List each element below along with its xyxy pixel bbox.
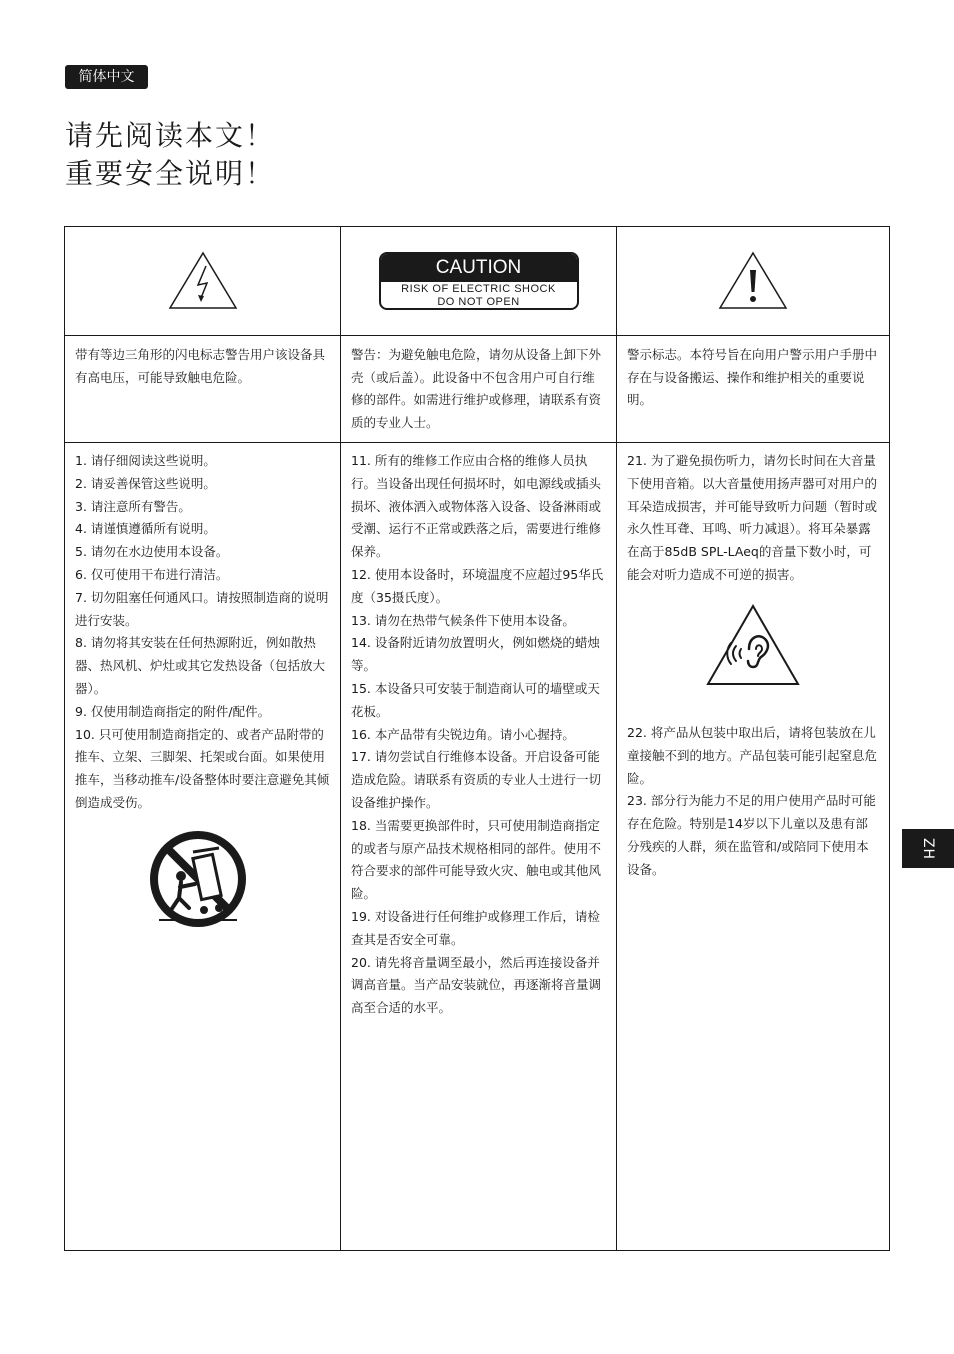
caution-description: 警告：为避免触电危险，请勿从设备上卸下外壳（或后盖）。此设备中不包含用户可自行维修的部件。如需进行维护或修理，请联系有资质的专业人士。: [351, 347, 602, 430]
instruction-list-1: [65, 443, 340, 815]
list-item: 8. 请勿将其安装在任何热源附近，例如散热器、热风机、炉灶或其它发热设备（包括放大器）。: [75, 635, 326, 696]
page-title: [65, 117, 275, 193]
list-item: 3. 请注意所有警告。: [75, 498, 191, 514]
list-item: 9. 仅使用制造商指定的附件/配件。: [75, 703, 271, 719]
list-item: 14. 设备附近请勿放置明火，例如燃烧的蜡烛等。: [351, 635, 600, 674]
list-item: 7. 切勿阻塞任何通风口。请按照制造商的说明进行安装。: [75, 589, 329, 628]
instruction-list-2: [341, 443, 616, 1020]
exclamation-symbol-cell: [617, 227, 889, 336]
list-item: 5. 请勿在水边使用本设备。: [75, 544, 229, 560]
lightning-symbol-cell: [65, 227, 341, 336]
language-side-tab: [902, 829, 954, 868]
caution-description-cell: [341, 336, 617, 443]
side-tab-label: ZH: [920, 837, 936, 860]
list-item: 11. 所有的维修工作应由合格的维修人员执行。当设备出现任何损坏时，如电源线或插头损坏、液体洒入或物体落入设备、设备淋雨或受潮、运行不正常或跌落之后，需要进行维修保养。: [351, 453, 602, 560]
caution-line-1: RISK OF ELECTRIC SHOCK: [401, 283, 556, 295]
lightning-description: 带有等边三角形的闪电标志警告用户该设备具有高电压，可能导致触电危险。: [75, 347, 326, 385]
instructions-column-2: [341, 443, 617, 1250]
caution-label-cell: [341, 227, 617, 336]
instruction-list-3b: [617, 715, 889, 882]
list-item: 12. 使用本设备时，环境温度不应超过95华氏度（35摄氏度）。: [351, 566, 604, 605]
exclamation-warning-icon: [717, 250, 789, 312]
list-item: 17. 请勿尝试自行维修本设备。开启设备可能造成危险。请联系有资质的专业人士进行一切设备维护操作。: [351, 749, 602, 810]
list-item: 23. 部分行为能力不足的用户使用产品时可能存在危险。特别是14岁以下儿童以及患有部分残疾的人群，须在监管和/或陪同下使用本设备。: [627, 793, 876, 877]
list-item: 6. 仅可使用干布进行清洁。: [75, 566, 229, 582]
list-item: 19. 对设备进行任何维护或修理工作后，请检查其是否安全可靠。: [351, 908, 600, 947]
list-item: 16. 本产品带有尖锐边角。请小心握持。: [351, 726, 575, 742]
language-badge: 简体中文: [65, 65, 148, 89]
list-item: 2. 请妥善保管这些说明。: [75, 475, 216, 491]
instructions-column-1: [65, 443, 341, 1250]
exclamation-description: 警示标志。本符号旨在向用户警示用户手册中存在与设备搬运、操作和维护相关的重要说明。: [627, 347, 878, 407]
list-item: 18. 当需要更换部件时，只可使用制造商指定的或者与原产品技术规格相同的部件。使用不符合要求的部件可能导致火灾、触电或其他风险。: [351, 817, 602, 902]
list-item: 15. 本设备只可安装于制造商认可的墙壁或天花板。: [351, 680, 600, 719]
exclamation-description-cell: [617, 336, 889, 443]
list-item: 22. 将产品从包装中取出后，请将包装放在儿童接触不到的地方。产品包装可能引起窒息危险。: [627, 725, 878, 786]
title-line-1: 请先阅读本文！: [65, 119, 276, 152]
instructions-column-3: [617, 443, 889, 1250]
list-item: 1. 请仔细阅读这些说明。: [75, 453, 216, 468]
caution-label: [379, 252, 579, 310]
caution-subtext: [381, 282, 577, 309]
caution-line-2: DO NOT OPEN: [437, 296, 520, 308]
cart-tip-over-warning-icon: [149, 830, 247, 928]
list-item: 21. 为了避免损伤听力，请勿长时间在大音量下使用音箱。以大音量使用扬声器可对用户的耳朵造成损害，并可能导致听力问题（暂时或永久性耳聋、耳鸣、听力减退）。将耳朵暴露在高于85dB SPL-LAeq的音量下数小时，可能会对听力造成不可逆的损害。: [627, 453, 878, 582]
title-line-2: 重要安全说明！: [65, 157, 276, 190]
list-item: 13. 请勿在热带气候条件下使用本设备。: [351, 612, 575, 628]
hearing-damage-warning-icon: [705, 603, 801, 687]
list-item: 20. 请先将音量调至最小，然后再连接设备并调高音量。当产品安装就位，再逐渐将音量调高至合适的水平。: [351, 954, 602, 1016]
lightning-warning-icon: [167, 250, 239, 312]
caution-heading: CAUTION: [381, 254, 577, 282]
list-item: 10. 只可使用制造商指定的、或者产品附带的推车、立架、三脚架、托架或台面。如果使用推车，当移动推车/设备整体时要注意避免其倾倒造成受伤。: [75, 726, 330, 810]
instruction-list-3a: [617, 443, 889, 587]
lightning-description-cell: [65, 336, 341, 443]
list-item: 4. 请谨慎遵循所有说明。: [75, 521, 216, 537]
safety-table: [64, 226, 890, 1251]
